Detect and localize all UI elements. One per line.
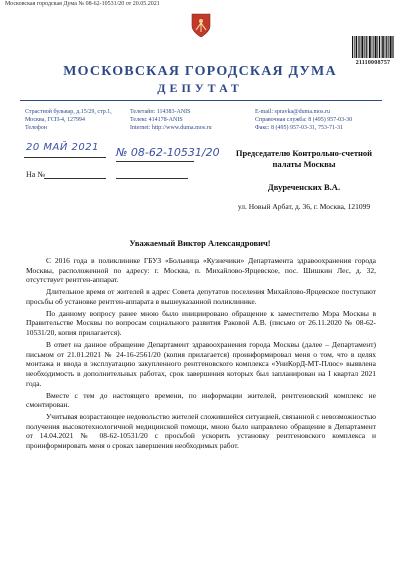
body-paragraph: Длительное время от жителей в адрес Совета депутатов поселения Михайлово-Ярцевское поступают просьбы об установке рентген-аппарата в вышеуказанной поликлинике. [26, 287, 376, 306]
telex-line: Телекс 414178-ANIS [130, 117, 183, 123]
body-paragraph: С 2016 года в поликлинике ГБУЗ «Больница «Кузнечики» Департамента здравоохранения города Москвы, расположенной по адресу: г. Москва, п. Михайлово-Ярцевское, пос. Шишкин Лес, д. 32, отсутствует рентген-аппарат. [26, 256, 376, 285]
body-paragraph: По данному вопросу ранее мною было инициировано обращение к заместителю Мэра Москвы в Правительстве Москвы по вопросам социального развития Раковой А.В. (письмо от 26.11.2020 № 08-62-10531/20, копия прилагается). [26, 308, 376, 338]
addressee-position [218, 148, 390, 170]
barcode-number: 21110008757 [355, 60, 391, 66]
address-line: Страстной бульвар, д.15/29, стр.1, [25, 109, 112, 115]
help-phone: Справочная служба: 8 (495) 957-03-30 [255, 117, 353, 123]
number-field-line [116, 161, 194, 162]
addressee-line: Председателю Контрольно-счетной [235, 148, 373, 158]
body-paragraph: Учитывая возрастающее недовольство жителей сложившейся ситуацией, связанной с невозможностью получения высокотехнологичной медицинской помощи, мною было направлено обращение в Департамент от 14.04.2021 № 08-62-10531/20 с просьбой ускорить установку рентгеновского комплекса и проинформировать меня о сроках завершения необходимых работ. [26, 412, 376, 451]
address-line: Телефон [25, 125, 47, 131]
outgoing-number: № 08-62-10531/20 [116, 146, 220, 159]
internet-link[interactable]: Internet: http://www.duma.mos.ru [130, 125, 212, 131]
letterhead-divider [20, 100, 382, 101]
letter-greeting: Уважаемый Виктор Александрович! [129, 238, 271, 248]
email-link[interactable]: E-mail: spravka@duma.mos.ru [255, 109, 331, 115]
addressee-address: ул. Новый Арбат, д. 36, г. Москва, 121099 [237, 202, 371, 211]
contacts-phones [255, 108, 352, 132]
contacts-address [25, 108, 112, 132]
fax-line: Факс: 8 (495) 957-03-31, 753-71-31 [255, 125, 343, 131]
letter-body [26, 256, 376, 453]
letterhead-subtitle: ДЕПУТАТ [157, 81, 243, 95]
reply-date-line [44, 178, 106, 179]
body-paragraph: В ответ на данное обращение Департамент здравоохранения города Москвы (далее – Департамент) письмом от 21.01.2021 № 24-16-2561/20 (копия прилагается) проинформировал меня о том, что в целях монтажа и ввода в эксплуатацию закупленного рентгеновского комплекса «УниКорД-МТ-Плюс» выявлена необходимость в дополнительных работах, срок завершения которых был запланирован на I квартал 2021 года. [26, 339, 376, 388]
date-field-line [24, 157, 106, 158]
address-line: Москва, ГСП-4, 127994 [25, 117, 86, 123]
addressee-line: палаты Москвы [272, 159, 336, 169]
addressee-name: Двуреченских В.А. [267, 182, 341, 192]
letterhead-title: МОСКОВСКАЯ ГОРОДСКАЯ ДУМА [63, 64, 337, 79]
contacts-telex [130, 108, 212, 132]
telex-line: Телетайп: 114383-ANIS [130, 109, 191, 115]
reply-number-line [116, 178, 188, 179]
moscow-coat-of-arms-icon [190, 12, 212, 38]
document-header-line: Московская городская Дума № 08-62-10531/20 от 20.05.2021 [5, 1, 160, 7]
reply-to-label: На № [26, 170, 45, 179]
barcode [352, 36, 394, 58]
outgoing-date: 20 МАЙ 2021 [26, 142, 99, 153]
body-paragraph: Вместе с тем до настоящего времени, по информации жителей, рентгеновский комплекс не смонтирован. [26, 390, 376, 410]
